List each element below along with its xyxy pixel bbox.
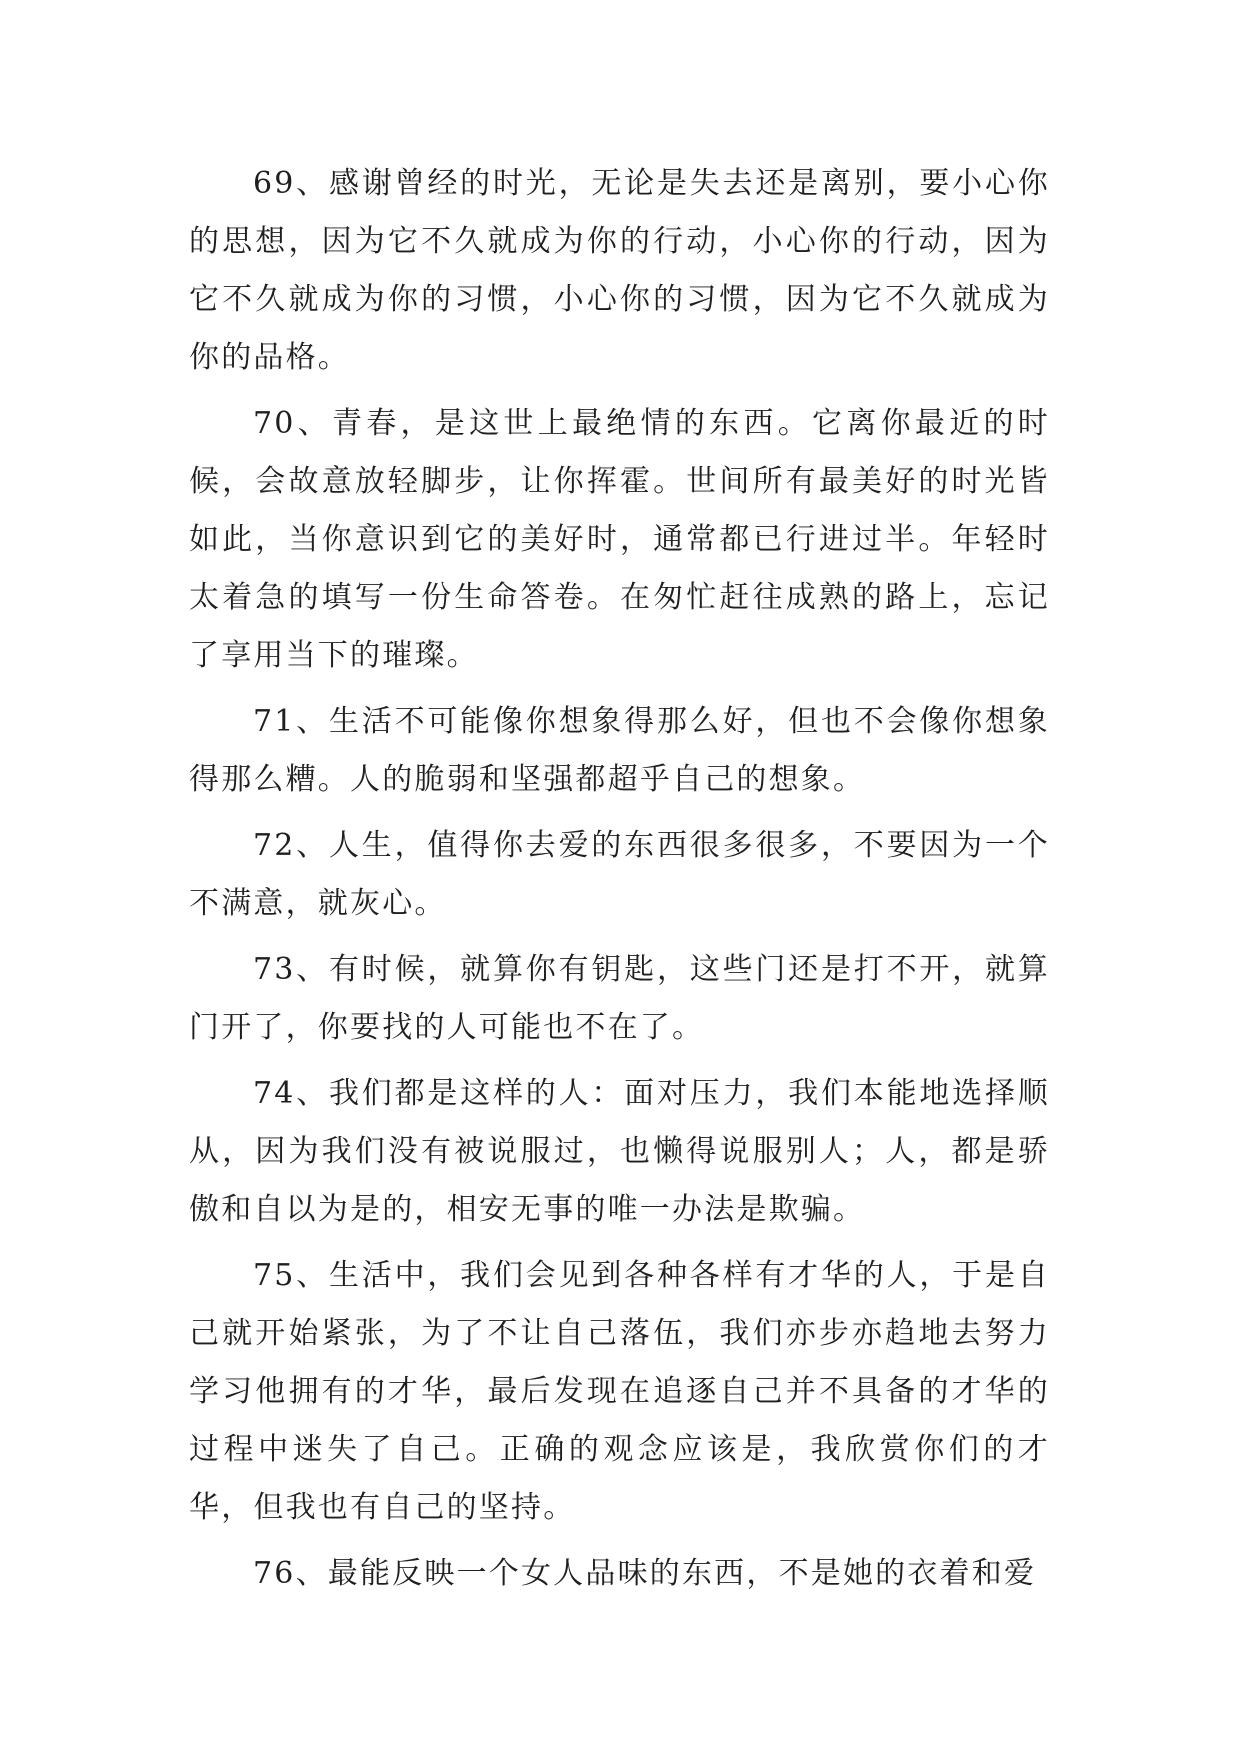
paragraph-74: 74、我们都是这样的人：面对压力，我们本能地选择顺从，因为我们没有被说服过，也懒得说服别人；人，都是骄傲和自以为是的，相安无事的唯一办法是欺骗。: [189, 1076, 1050, 1227]
paragraph-72: 72、人生，值得你去爱的东西很多很多，不要因为一个不满意，就灰心。: [189, 828, 1050, 921]
paragraph-69: 69、感谢曾经的时光，无论是失去还是离别，要小心你的思想，因为它不久就成为你的行动，小心你的行动，因为它不久就成为你的习惯，小心你的习惯，因为它不久就成为你的品格。: [189, 166, 1050, 375]
paragraph-76: 76、最能反映一个女人品味的东西，不是她的衣着和爱: [253, 1556, 1037, 1591]
paragraph-75: 75、生活中，我们会见到各种各样有才华的人，于是自己就开始紧张，为了不让自己落伍，我们亦步亦趋地去努力学习他拥有的才华，最后发现在追逐自己并不具备的才华的过程中迷失了自己。正确的观念应该是，我欣赏你们的才华，但我也有自己的坚持。: [189, 1258, 1050, 1525]
paragraph-70: 70、青春，是这世上最绝情的东西。它离你最近的时候，会故意放轻脚步，让你挥霍。世间所有最美好的时光皆如此，当你意识到它的美好时，通常都已行进过半。年轻时太着急的填写一份生命答卷。在匆忙赶往成熟的路上，忘记了享用当下的璀璨。: [189, 406, 1050, 673]
document-body: [189, 155, 1050, 1611]
paragraph-71: 71、生活不可能像你想象得那么好，但也不会像你想象得那么糟。人的脆弱和坚强都超乎自己的想象。: [189, 704, 1050, 797]
paragraph-73: 73、有时候，就算你有钥匙，这些门还是打不开，就算门开了，你要找的人可能也不在了。: [189, 952, 1050, 1045]
